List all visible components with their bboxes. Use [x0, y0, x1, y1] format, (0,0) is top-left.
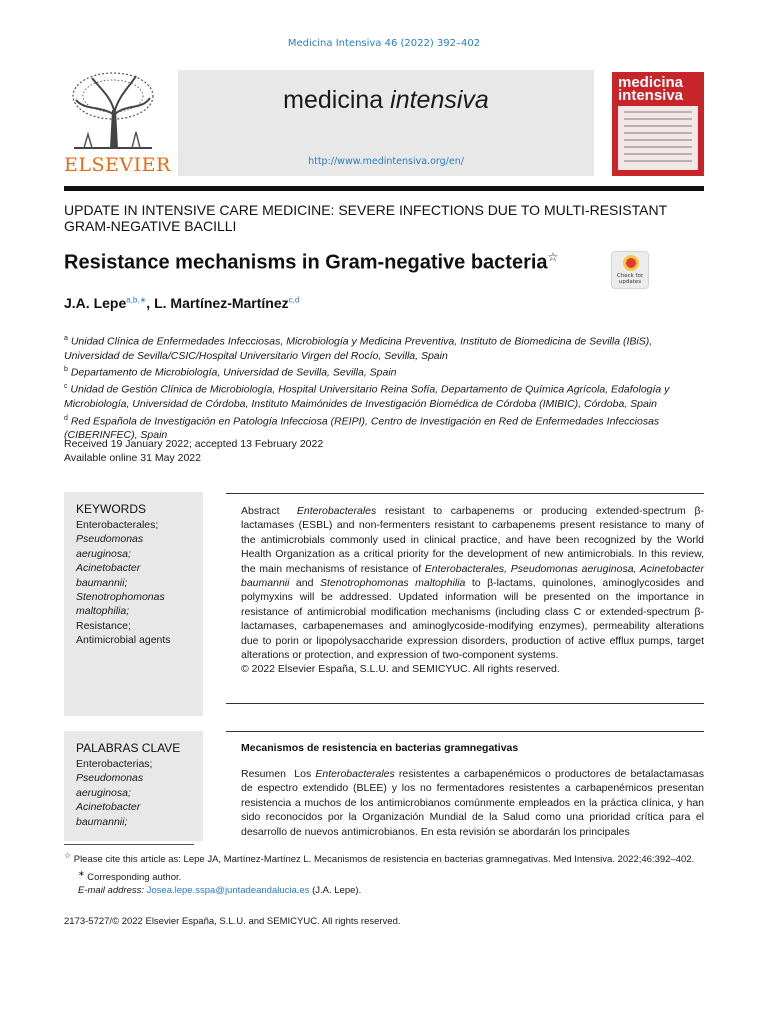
affiliation-item — [64, 332, 709, 363]
journal-name — [178, 86, 594, 115]
resumen-top-rule — [226, 731, 704, 732]
palabra-item: Pseudomonas — [76, 772, 144, 785]
corresponding-footnote — [64, 867, 704, 885]
email-footnote — [64, 884, 704, 898]
affiliations — [64, 332, 709, 443]
footnote-rule — [64, 844, 194, 845]
article-title-text: Resistance mechanisms in Gram-negative bacteria — [64, 251, 548, 274]
abstract-text: and — [289, 577, 320, 590]
cover-title-line-1: medicina — [618, 74, 684, 91]
masthead — [64, 68, 704, 178]
abstract-taxon: Enterobacterales — [296, 505, 377, 517]
affiliation-text: Departamento de Microbiología, Universidad de Sevilla, Sevilla, Spain — [70, 366, 397, 379]
resumen-es — [241, 767, 704, 839]
palabra-item: Enterobacterias; — [76, 758, 153, 770]
online-date: Available online 31 May 2022 — [64, 452, 201, 465]
abstract-paragraph — [241, 504, 704, 662]
palabras-heading: PALABRAS CLAVE — [76, 741, 181, 755]
abstract-top-rule — [226, 493, 704, 494]
author-affiliation-marks[interactable]: a,b,∗ — [126, 295, 147, 305]
affiliation-text: Unidad de Gestión Clínica de Microbiología, Hospital Universitario Reina Sofía, Departamento de Química Agrícola, Edafología y Microbiología, Universidad de Córdoba, Instituto Maimónides de Investigación Biomédica de Córdoba (IMIBIC), Córdoba, Spain — [64, 383, 670, 411]
abstract-taxon: Enterobacterales, Pseudomonas aeruginosa, Acinetobacter baumannii — [241, 562, 704, 590]
title-footnote-mark[interactable]: ☆ — [547, 250, 559, 264]
issn-copyright: 2173-5727/© 2022 Elsevier España, S.L.U. and SEMICYUC. All rights reserved. — [64, 916, 401, 927]
keyword-item: baumannii; — [76, 576, 128, 589]
elsevier-logo[interactable] — [64, 68, 171, 178]
palabra-item: Acinetobacter — [76, 801, 141, 814]
citation-text: Please cite this article as: Lepe JA, Martínez-Martínez L. Mecanismos de resistencia en bacterias gramnegativas. Med Intensiva. 2022;46:392–402. — [73, 854, 695, 866]
abstract-text: to β-lactams, quinolones, aminoglycosides and polymyxins will be addressed. Updated information will be presented on the importance in resistance of antimicrobial modification mechanisms (including class C or extended-spectrum β-lactamases, carbapenemases and aminoglycoside-modifying enzymes), permeability alterations due to porin or lipopolysaccharide expression disorders, production of active efflux pumps, target alterations or protection, and expression of two-component systems. — [241, 577, 704, 662]
citation-mark: ☆ — [64, 851, 72, 860]
email-owner: (J.A. Lepe). — [312, 885, 362, 897]
abstract-bottom-rule — [226, 703, 704, 704]
resumen-taxon: Enterobacterales — [315, 768, 395, 780]
keywords-box — [64, 492, 203, 716]
cover-contents-panel — [618, 106, 698, 170]
section-label: UPDATE IN INTENSIVE CARE MEDICINE: SEVERE INFECTIONS DUE TO MULTI-RESISTANT GRAM-NEGATIVE BACILLI — [64, 202, 667, 234]
check-updates-icon — [623, 255, 639, 271]
email-label: E-mail address: — [78, 885, 144, 897]
keyword-item: Acinetobacter — [76, 562, 141, 575]
publisher-name: ELSEVIER — [64, 154, 171, 176]
keyword-item: Antimicrobial agents — [76, 634, 171, 647]
resumen-label: Resumen — [241, 768, 286, 780]
received-date: Received 19 January 2022; accepted 13 February 2022 — [64, 438, 324, 450]
keyword-item: Stenotrophomonas — [76, 591, 165, 604]
resumen-text: resistentes a carbapenémicos o productores de betalactamasas de espectro extendido (BLEE) y los no fermentadores resistentes a carbapenémicos presentan resistencia a muchos de los antimicrobianos comúnmente empleados en la práctica clínica, y han sido reconocidos por la Organización Mundial de la Salud como una prioridad crítica para el desarrollo de nuevos antimicrobianos. En esta revisión se abordarán los principales — [241, 768, 704, 838]
affiliation-mark: c — [64, 383, 68, 391]
keyword-item: Enterobacterales; — [76, 519, 159, 531]
email-link[interactable]: Josea.lepe.sspa@juntadeandalucia.es — [146, 885, 310, 897]
affiliation-mark: d — [64, 414, 68, 422]
spanish-title: Mecanismos de resistencia en bacterias gramnegativas — [241, 742, 519, 754]
resumen-text: Los — [294, 768, 316, 780]
author-affiliation-marks[interactable]: c,d — [288, 295, 300, 305]
author-name[interactable]: L. Martínez-Martínez — [154, 295, 289, 311]
abstract-label: Abstract — [241, 505, 280, 517]
cover-title-line-2: intensiva — [618, 87, 684, 104]
abstract-en — [241, 504, 704, 677]
palabra-item: aeruginosa; — [76, 786, 131, 799]
article-dates — [64, 437, 323, 466]
journal-name-italic: intensiva — [390, 86, 489, 114]
affiliation-mark: b — [64, 366, 68, 374]
article-title — [64, 250, 604, 275]
journal-name-plain: medicina — [283, 86, 391, 114]
journal-title-box — [178, 70, 594, 176]
abstract-text: resistant to carbapenems or producing extended-spectrum β-lactamases (ESBL) and non-fermenters resistant to carbapenems present resistance to many of the antimicrobials commonly used in clinical practice, and have been recognized by the World Health Organization as a critical priority for the development of new antimicrobials. In this review, the main mechanisms of resistance of — [241, 505, 704, 575]
corresponding-text: Corresponding author. — [87, 871, 182, 883]
affiliation-item — [64, 380, 709, 411]
footnotes — [64, 849, 704, 898]
corresponding-mark: ∗ — [78, 868, 85, 878]
check-for-updates-button[interactable] — [611, 251, 649, 289]
keyword-item: maltophilia; — [76, 605, 130, 618]
keyword-item: aeruginosa; — [76, 547, 131, 560]
keyword-item: Pseudomonas — [76, 533, 144, 546]
affiliation-item — [64, 363, 709, 380]
journal-url-link[interactable]: http://www.medintensiva.org/en/ — [308, 156, 464, 167]
author-name[interactable]: J.A. Lepe — [64, 295, 127, 311]
journal-cover-thumbnail[interactable] — [612, 72, 704, 176]
tree-icon — [70, 70, 156, 150]
header-rule — [64, 186, 704, 191]
keywords-heading: KEYWORDS — [76, 502, 147, 516]
affiliation-text: Red Española de Investigación en Patología Infecciosa (REIPI), Centro de Investigación en Red de Enfermedades Infecciosas (CIBERINFEC), Spain — [64, 415, 660, 442]
keyword-item: Resistance; — [76, 619, 131, 632]
author-separator: , — [146, 295, 155, 311]
palabras-clave-box — [64, 731, 203, 841]
check-updates-label: Check for updates — [616, 273, 644, 285]
palabra-item: baumannii; — [76, 815, 128, 828]
affiliation-text: Unidad Clínica de Enfermedades Infecciosas, Microbiología y Medicina Preventiva, Instituto de Biomedicina de Sevilla (IBiS), Universidad de Sevilla/CSIC/Hospital Universitario Virgen del Rocío, Sevilla, Spain — [64, 335, 653, 362]
abstract-copyright: © 2022 Elsevier España, S.L.U. and SEMICYUC. All rights reserved. — [241, 663, 560, 676]
author-list — [64, 295, 299, 311]
cover-title — [618, 76, 683, 102]
citation-footnote — [64, 849, 704, 867]
journal-reference[interactable]: Medicina Intensiva 46 (2022) 392–402 — [287, 38, 481, 49]
affiliation-mark: a — [64, 335, 68, 342]
abstract-taxon: Stenotrophomonas maltophilia — [319, 577, 466, 590]
